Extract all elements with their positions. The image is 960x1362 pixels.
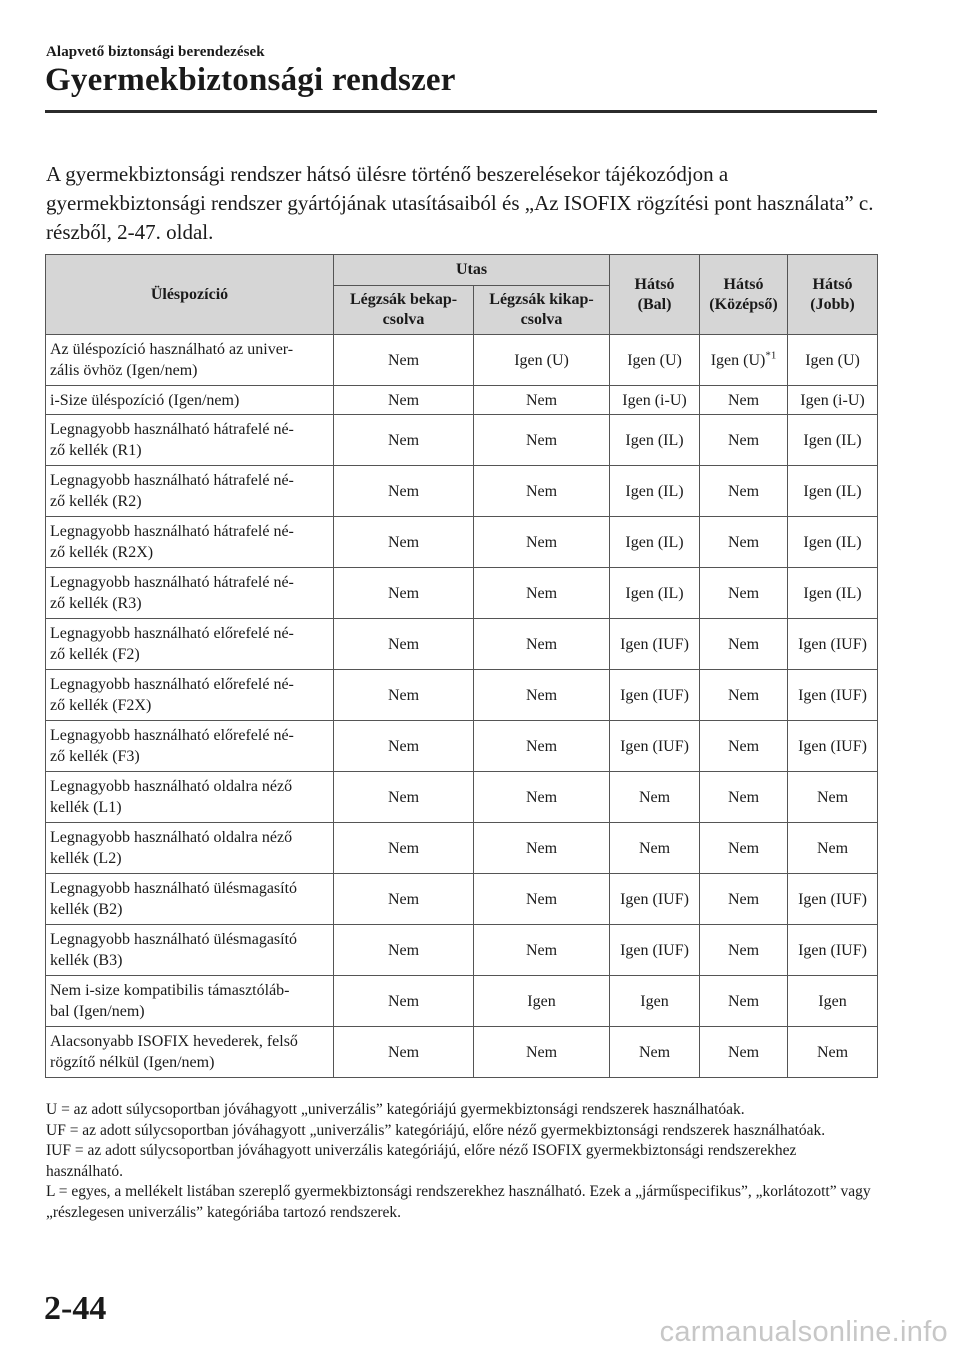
cell-rear-center: Nem [700, 619, 788, 670]
cell-airbag-off: Nem [474, 1027, 610, 1078]
row-label: Legnagyobb használható előrefelé né- ző kellék (F2) [46, 619, 334, 670]
cell-rear-center: Nem [700, 772, 788, 823]
row-label: Az üléspozíció használható az univer- zális övhöz (Igen/nem) [46, 335, 334, 386]
table-row [46, 976, 878, 1027]
cell-rear-left: Nem [610, 772, 700, 823]
cell-airbag-on: Nem [334, 517, 474, 568]
cell-rear-center: Nem [700, 1027, 788, 1078]
table-row [46, 670, 878, 721]
row-label: Legnagyobb használható ülésmagasító kellék (B3) [46, 925, 334, 976]
row-label: Legnagyobb használható hátrafelé né- ző kellék (R2) [46, 466, 334, 517]
cell-rear-center: Igen $(U)^{*1}$ [700, 335, 788, 386]
cell-rear-left: Igen (IL) [610, 568, 700, 619]
table-row [46, 1027, 878, 1078]
table-row [46, 517, 878, 568]
cell-airbag-off: Nem [474, 925, 610, 976]
section-label: Alapvető biztonsági berendezések [46, 44, 265, 60]
cell-airbag-off: Nem [474, 415, 610, 466]
cell-airbag-off: Nem [474, 721, 610, 772]
note-iuf: IUF = az adott súlycsoportban jóváhagyott univerzális kategóriájú, előre néző ISOFIX gyermekbiztonsági rendszerekhez használható. [46, 1142, 797, 1180]
cell-rear-center: Nem [700, 466, 788, 517]
header-airbag-on: Légzsák bekap- csolva [334, 286, 474, 335]
table-row [46, 335, 878, 386]
cell-rear-left: Igen (U) [610, 335, 700, 386]
cell-rear-left: Igen (IUF) [610, 925, 700, 976]
cell-rear-left: Igen (IUF) [610, 670, 700, 721]
cell-rear-right: Igen (IUF) [788, 619, 878, 670]
cell-rear-right: Igen (U) [788, 335, 878, 386]
cell-airbag-on: Nem [334, 874, 474, 925]
cell-rear-right: Nem [788, 1027, 878, 1078]
cell-airbag-on: Nem [334, 415, 474, 466]
cell-rear-center: Nem [700, 976, 788, 1027]
cell-airbag-off: Nem [474, 386, 610, 415]
cell-rear-right: Igen (IUF) [788, 925, 878, 976]
cell-rear-center: Nem [700, 823, 788, 874]
cell-rear-right: Igen (IL) [788, 415, 878, 466]
page-number: 2-44 [44, 1290, 107, 1327]
cell-rear-left: Igen (IL) [610, 517, 700, 568]
row-label: Legnagyobb használható hátrafelé né- ző kellék (R2X) [46, 517, 334, 568]
cell-airbag-off: Nem [474, 874, 610, 925]
row-label: Legnagyobb használható ülésmagasító kellék (B2) [46, 874, 334, 925]
cell-airbag-on: Nem [334, 772, 474, 823]
cell-airbag-on: Nem [334, 925, 474, 976]
cell-rear-center: Nem [700, 415, 788, 466]
cell-rear-left: Igen (IL) [610, 466, 700, 517]
cell-rear-right: Igen (i-U) [788, 386, 878, 415]
header-rear-right: Hátsó (Jobb) [788, 255, 878, 335]
cell-rear-right: Igen (IL) [788, 517, 878, 568]
cell-rear-right: Igen (IL) [788, 568, 878, 619]
row-label: Legnagyobb használható előrefelé né- ző kellék (F2X) [46, 670, 334, 721]
cell-airbag-off: Nem [474, 466, 610, 517]
page-title: Gyermekbiztonsági rendszer [45, 62, 456, 98]
cell-rear-center: Nem [700, 670, 788, 721]
cell-rear-right: Nem [788, 823, 878, 874]
header-seat-position: Üléspozíció [46, 255, 334, 335]
cell-rear-center: Nem [700, 568, 788, 619]
table-header [46, 255, 878, 335]
cell-airbag-on: Nem [334, 335, 474, 386]
cell-rear-left: Nem [610, 823, 700, 874]
cell-airbag-off: Nem [474, 568, 610, 619]
seat-position-table [45, 254, 878, 1078]
cell-rear-left: Igen (i-U) [610, 386, 700, 415]
cell-rear-left: Igen (IUF) [610, 619, 700, 670]
table-row [46, 874, 878, 925]
note-u: U = az adott súlycsoportban jóváhagyott „univerzális” kategóriájú gyermekbiztonsági rendszerek használhatóak. [46, 1101, 745, 1118]
cell-rear-center: Nem [700, 517, 788, 568]
table-row [46, 721, 878, 772]
row-label: Legnagyobb használható hátrafelé né- ző kellék (R3) [46, 568, 334, 619]
table-row [46, 619, 878, 670]
cell-airbag-off: Igen [474, 976, 610, 1027]
cell-rear-right: Igen [788, 976, 878, 1027]
header-rear-left: Hátsó (Bal) [610, 255, 700, 335]
cell-rear-right: Igen (IUF) [788, 721, 878, 772]
table-row [46, 466, 878, 517]
row-label: Legnagyobb használható oldalra néző kellék (L2) [46, 823, 334, 874]
row-label: i-Size üléspozíció (Igen/nem) [46, 386, 334, 415]
cell-airbag-on: Nem [334, 1027, 474, 1078]
intro-paragraph: A gyermekbiztonsági rendszer hátsó ülésre történő beszerelésekor tájékozódjon a gyermekbiztonsági rendszer gyártójának utasításaiból és „Az ISOFIX rögzítési pont használata” c. részből, 2-47. oldal. [46, 162, 874, 244]
cell-rear-left: Nem [610, 1027, 700, 1078]
header-rear-center: Hátsó (Középső) [700, 255, 788, 335]
row-label: Alacsonyabb ISOFIX hevederek, felső rögzítő nélkül (Igen/nem) [46, 1027, 334, 1078]
table-row [46, 386, 878, 415]
cell-rear-right: Igen (IL) [788, 466, 878, 517]
cell-rear-right: Igen (IUF) [788, 874, 878, 925]
cell-airbag-on: Nem [334, 823, 474, 874]
note-uf: UF = az adott súlycsoportban jóváhagyott „univerzális” kategóriájú, előre néző gyermekbiztonsági rendszerek használhatóak. [46, 1121, 826, 1139]
watermark: carmanualsonline.info [659, 1316, 948, 1348]
cell-airbag-off: Igen (U) [474, 335, 610, 386]
cell-airbag-off: Nem [474, 517, 610, 568]
cell-rear-left: Igen (IL) [610, 415, 700, 466]
table-row [46, 415, 878, 466]
cell-rear-center: Nem [700, 925, 788, 976]
table-row [46, 772, 878, 823]
cell-airbag-on: Nem [334, 670, 474, 721]
legend-notes [46, 1100, 876, 1223]
row-label: Legnagyobb használható hátrafelé né- ző kellék (R1) [46, 415, 334, 466]
cell-airbag-off: Nem [474, 772, 610, 823]
row-label: Nem i-size kompatibilis támasztóláb- bal (Igen/nem) [46, 976, 334, 1027]
cell-rear-center: Nem [700, 874, 788, 925]
cell-airbag-on: Nem [334, 466, 474, 517]
cell-airbag-on: Nem [334, 619, 474, 670]
cell-rear-center: Nem [700, 386, 788, 415]
cell-rear-center: Nem [700, 721, 788, 772]
row-label: Legnagyobb használható előrefelé né- ző kellék (F3) [46, 721, 334, 772]
table-row [46, 823, 878, 874]
cell-rear-left: Igen [610, 976, 700, 1027]
cell-airbag-on: Nem [334, 976, 474, 1027]
cell-airbag-off: Nem [474, 670, 610, 721]
header-airbag-off: Légzsák kikap- csolva [474, 286, 610, 335]
table-row [46, 925, 878, 976]
footnote-marker: *1 [765, 349, 777, 362]
cell-airbag-off: Nem [474, 619, 610, 670]
cell-airbag-on: Nem [334, 386, 474, 415]
title-rule [45, 110, 877, 113]
row-label: Legnagyobb használható oldalra néző kellék (L1) [46, 772, 334, 823]
cell-airbag-on: Nem [334, 721, 474, 772]
table-row [46, 568, 878, 619]
cell-rear-left: Igen (IUF) [610, 721, 700, 772]
cell-rear-left: Igen (IUF) [610, 874, 700, 925]
cell-rear-right: Igen (IUF) [788, 670, 878, 721]
cell-rear-right: Nem [788, 772, 878, 823]
note-l: L = egyes, a mellékelt listában szereplő gyermekbiztonsági rendszerekhez használható. Ezek a „járműspecifikus”, „korlátozott” vagy „részlegesen univerzális” kategóriába tartozó rendszerek. [46, 1183, 871, 1221]
cell-airbag-on: Nem [334, 568, 474, 619]
header-passenger: Utas [334, 255, 610, 286]
cell-airbag-off: Nem [474, 823, 610, 874]
